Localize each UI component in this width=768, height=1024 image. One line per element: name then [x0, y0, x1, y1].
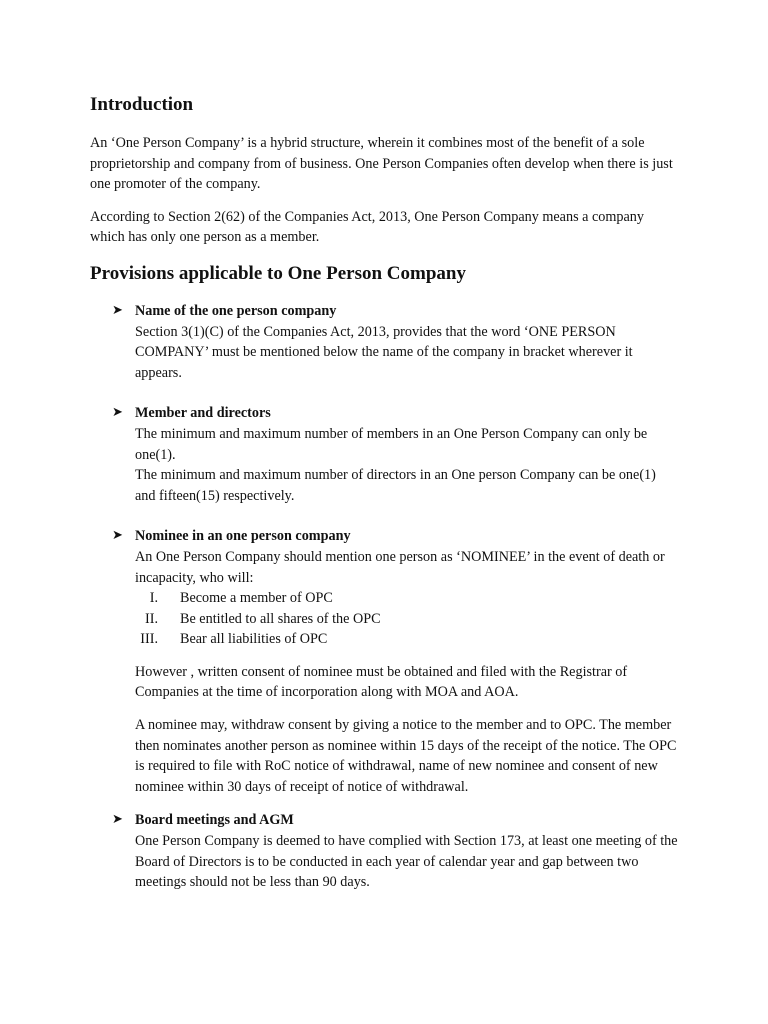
section-text: One Person Company is deemed to have complied with Section 173, at least one meeting of the Board of Directors is to be conducted in each year of calendar year and gap between two meetings should not be less than 90 days. [135, 833, 678, 891]
section-nominee [90, 526, 678, 797]
list-item-text: Be entitled to all shares of the OPC [180, 610, 381, 627]
nominee-duties-list [135, 588, 678, 650]
list-item-number: II. [145, 610, 158, 627]
list-item [135, 629, 678, 650]
arrow-bullet-icon: ➤ [112, 302, 123, 318]
section-text: Section 3(1)(C) of the Companies Act, 2013, provides that the word ‘ONE PERSON COMPANY’ must be mentioned below the name of the company in bracket wherever it appears. [135, 323, 633, 381]
definition-paragraph: According to Section 2(62) of the Companies Act, 2013, One Person Company means a company which has only one person as a member. [90, 208, 644, 246]
section-text: An One Person Company should mention one person as ‘NOMINEE’ in the event of death or incapacity, who will: [135, 548, 665, 586]
provisions-heading: Provisions applicable to One Person Company [90, 262, 466, 284]
intro-heading: Introduction [90, 94, 194, 115]
arrow-bullet-icon: ➤ [112, 812, 123, 828]
section-text: However , written consent of nominee must be obtained and filed with the Registrar of Companies at the time of incorporation along with MOA and AOA. [135, 663, 628, 701]
list-item-text: Become a member of OPC [180, 590, 333, 607]
arrow-bullet-icon: ➤ [112, 405, 123, 421]
list-item-text: Bear all liabilities of OPC [180, 631, 328, 648]
section-board-meetings [90, 810, 678, 892]
section-title: Name of the one person company [135, 302, 337, 319]
section-name-of-company [90, 301, 678, 383]
section-member-and-directors [90, 403, 678, 506]
section-text: The minimum and maximum number of members in an One Person Company can only be one(1). [135, 425, 648, 463]
list-item-number: I. [149, 590, 158, 607]
list-item-number: III. [140, 631, 158, 648]
section-title: Board meetings and AGM [135, 812, 294, 829]
section-title: Nominee in an one person company [135, 528, 351, 545]
section-title: Member and directors [135, 405, 271, 422]
list-item [135, 588, 678, 609]
intro-paragraph: An ‘One Person Company’ is a hybrid structure, wherein it combines most of the benefit of a sole proprietorship and company from of business. One Person Companies often develop when there is just one promoter of the company. [90, 135, 673, 193]
arrow-bullet-icon: ➤ [112, 528, 123, 544]
section-text: The minimum and maximum number of directors in an One person Company can be one(1) and fifteen(15) respectively. [135, 467, 656, 504]
section-text: A nominee may, withdraw consent by giving a notice to the member and to OPC. The member then nominates another person as nominee within 15 days of the receipt of the notice. The OPC is required to file with RoC notice of withdrawal, name of new nominee and consent of new nominee within 30 days of receipt of notice of withdrawal. [135, 717, 677, 795]
list-item [135, 609, 678, 630]
